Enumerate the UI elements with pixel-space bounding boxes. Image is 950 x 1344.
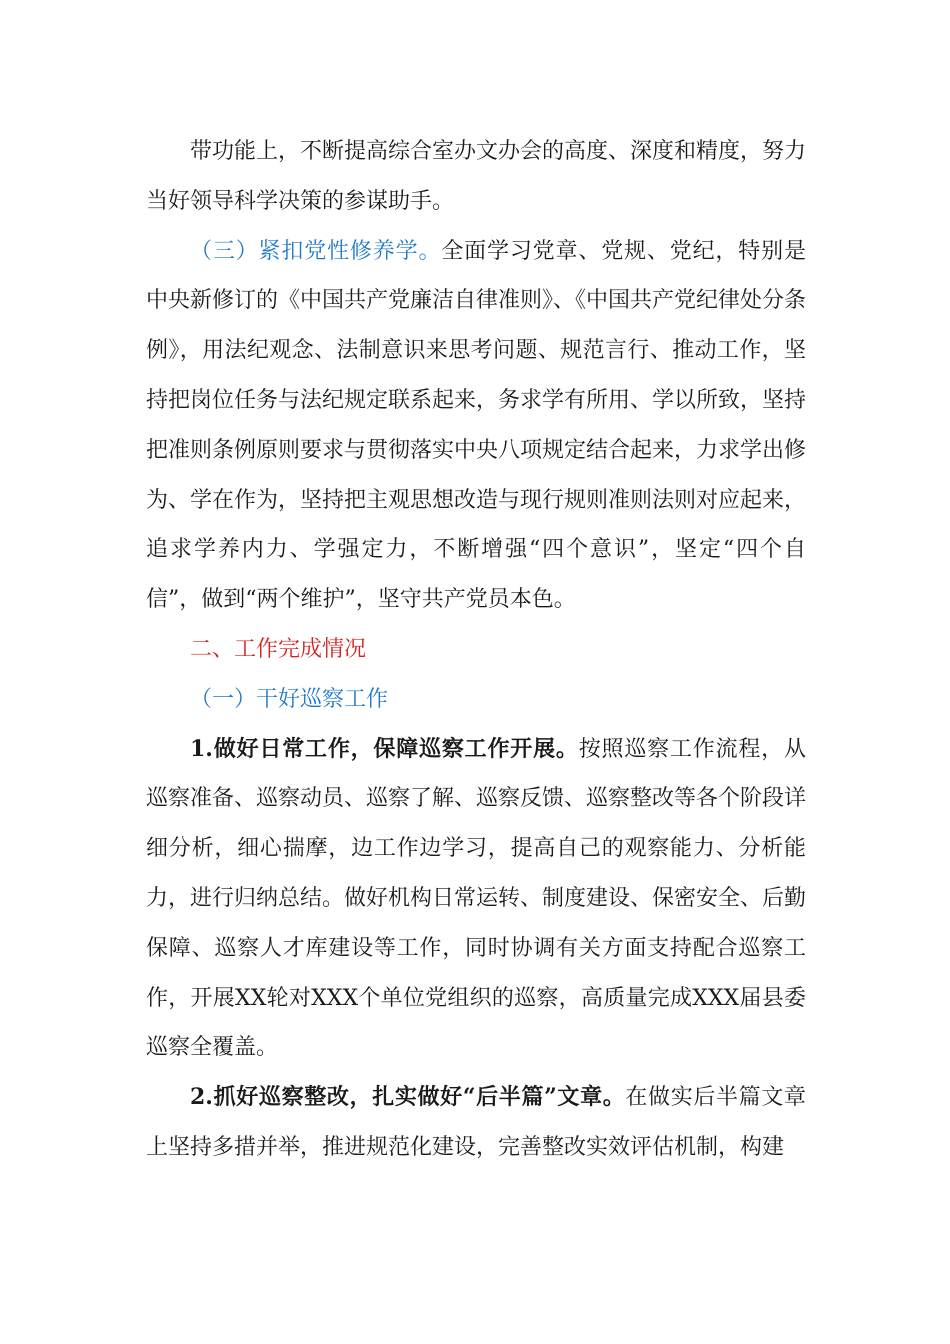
paragraph-rectification: [146, 1073, 806, 1173]
document-body: [146, 127, 806, 1173]
paragraph-text: 按照巡察工作流程，从巡察准备、巡察动员、巡察了解、巡察反馈、巡察整改等各个阶段详细分析，细心揣摩，边工作边学习，提高自己的观察能力、分析能力，进行归纳总结。做好机构日常运转、制度建设、保密安全、后勤保障、巡察人才库建设等工作，同时协调有关方面支持配合巡察工作，开展XX轮对XXX个单位党组织的巡察，高质量完成XXX届县委巡察全覆盖。: [146, 736, 807, 1061]
paragraph-text: 全面学习党章、党规、党纪，特别是中央新修订的《中国共产党廉洁自律准则》、《中国共产党纪律处分条例》，用法纪观念、法制意识来思考问题、规范言行、推动工作，坚持把岗位任务与法纪规定联系起来，务求学有所用、学以所致，坚持把准则条例原则要求与贯彻落实中央八项规定结合起来，力求学出修为、学在作为，坚持把主观思想改造与现行规则准则法则对应起来，追求学养内力、学强定力，不断增强“四个意识”，坚定“四个自信”，做到“两个维护”，坚守共产党员本色。: [146, 238, 807, 613]
item-heading-2: 2.抓好巡察整改，扎实做好“后半篇”文章。: [190, 1084, 626, 1111]
paragraph-daily-work: [146, 725, 806, 1074]
item-heading-1: 1.做好日常工作，保障巡察工作开展。: [190, 735, 579, 762]
section-title-2: [146, 625, 806, 675]
subsection-heading-3: （三）紧扣党性修养学。: [190, 238, 442, 264]
subsection-title-2-1: [146, 675, 806, 725]
subsection-heading: （一）干好巡察工作: [190, 686, 389, 712]
paragraph-party-cultivation: [146, 227, 806, 625]
paragraph-text: 在做实后半篇文章上坚持多措并举，推进规范化建设，完善整改实效评估机制，构建: [146, 1085, 806, 1160]
paragraph-text: 带功能上，不断提高综合室办文办会的高度、深度和精度，努力当好领导科学决策的参谋助手。: [146, 139, 807, 214]
section-heading: 二、工作完成情况: [190, 636, 367, 662]
paragraph-continuation: [146, 127, 806, 227]
